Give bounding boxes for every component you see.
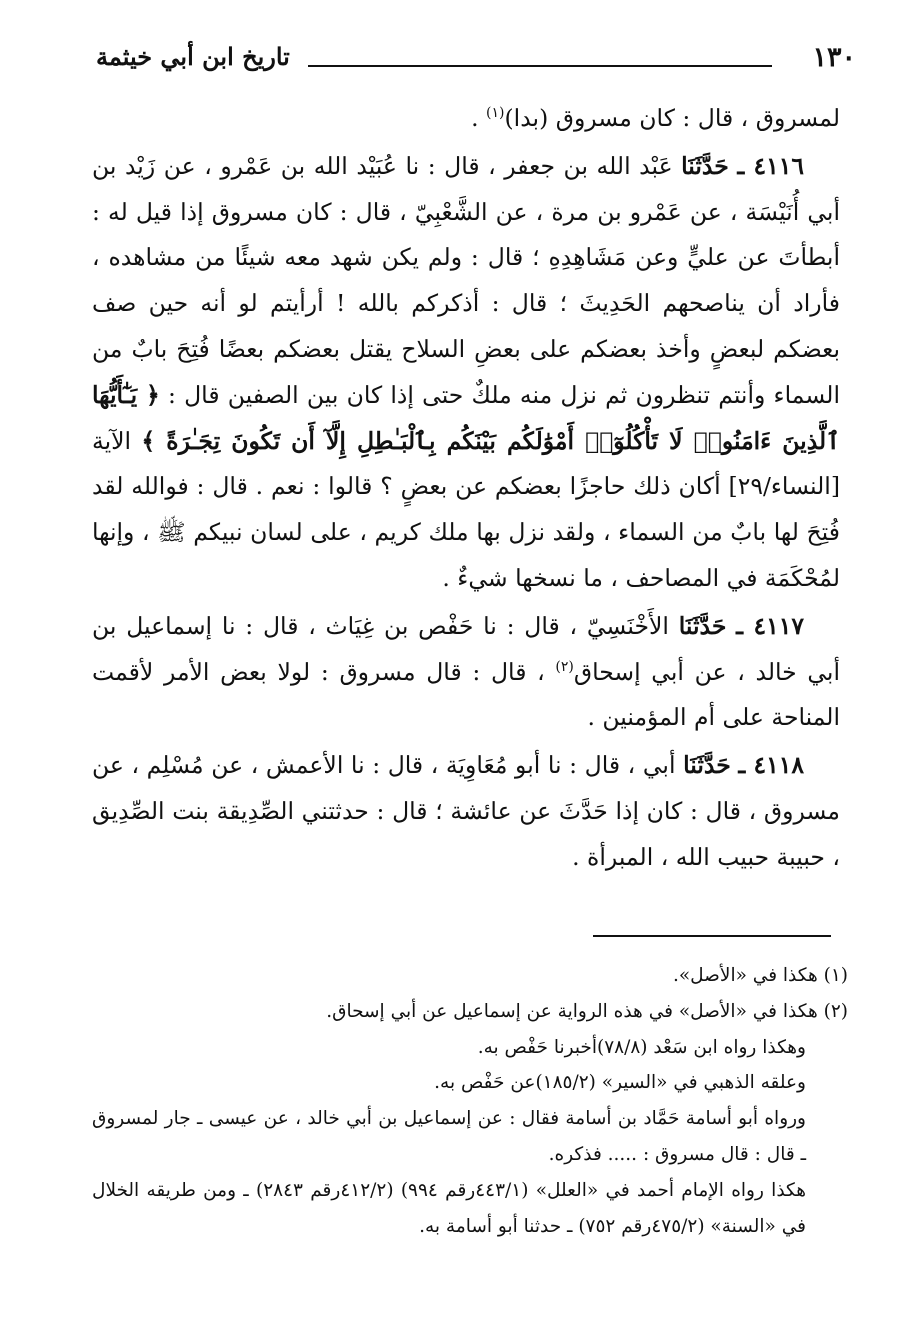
haddathana: حَدَّثَنَا [678, 611, 727, 640]
footnote-ref-1: (١) [486, 105, 505, 122]
footnote-1: (١) هكذا في «الأصل». [672, 965, 848, 986]
hadith-text: ، قال : قال مسروق : لولا بعض الأمر لأقمت المناحة على أم المؤمنين . [92, 657, 840, 732]
hadith-text: الأَخْنَسِيّ ، قال : نا حَفْص بن غِيَاث ، قال : نا إسماعيل بن أبي خالد ، عن أبي إسحاق [92, 611, 840, 686]
header-rule [308, 65, 772, 67]
footnotes [92, 958, 848, 1244]
hadith-number: ٤١١٨ ـ [738, 751, 804, 780]
continuation-text: لمسروق ، قال : كان مسروق (بدا) [504, 104, 840, 132]
hadith-text: أبي ، قال : نا أبو مُعَاوِيَة ، قال : نا الأعمش ، عن مُسْلِم ، عن مسروق ، قال : كان إذا حَدَّثَ عن عائشة ؛ قال : حدثتني الصِّدِيقة بنت الصِّدِيق ، حبيبة حبيب الله ، المبرأة . [92, 751, 840, 871]
hadith-number: ٤١١٦ ـ [737, 151, 804, 180]
continuation-line [92, 96, 840, 142]
footnote-2: (٢) هكذا في «الأصل» في هذه الرواية عن إسماعيل عن أبي إسحاق. [326, 1000, 848, 1022]
hadith-4118 [92, 743, 840, 880]
footnote-separator [593, 935, 831, 937]
running-title: تاريخ ابن أبي خيثمة [96, 42, 290, 71]
continuation-end: . [471, 104, 487, 132]
footnote-2-line: وعلقه الذهبي في «السير» (١٨٥/٢)عن حَفْص به. [434, 1072, 806, 1094]
quran-verse: ﴿ يَـٰٓأَيُّهَا ٱلَّذِينَ ءَامَنُوا۟ لَا تَأْكُلُوٓا۟ أَمْوَٰلَكُم بَيْنَكُم بِٱلْبَـٰطِلِ إِلَّآ أَن تَكُونَ تِجَـٰرَةً ﴾ [92, 380, 840, 455]
hadith-4116 [92, 144, 840, 602]
main-text [92, 96, 840, 883]
footnote-ref-2: (٢) [555, 658, 574, 675]
hadith-text: الآية [النساء/٢٩] أكان ذلك حاجزًا بعضكم عن بعضٍ ؟ قالوا : نعم . قال : فوالله لقد فُتِحَ لها بابٌ من السماء ، ولقد نزل بها ملك كريم ، على لسان نبيكم ﷺ ، وإنها لمُحْكَمَة في المصاحف ، ما نسخها شيءٌ . [92, 426, 840, 592]
hadith-number: ٤١١٧ ـ [736, 611, 804, 640]
hadith-text: عَبْد الله بن جعفر ، قال : نا عُبَيْد الله بن عَمْرو ، عن زَيْد بن أبي أُنَيْسَة ، عن عَمْرو بن مرة ، عن الشَّعْبِيّ ، قال : كان مسروق إذا قيل له : أبطأتَ عن عليٍّ وعن مَشَاهِدِهِ ؛ قال : ولم يكن شهد معه شيئًا من مشاهده ، فأراد أن يناصحهم الحَدِيثَ ؛ قال : أذكركم بالله ! أرأيتم لو أنه حين صف بعضكم لبعضٍ وأخذ بعضكم على بعضِ السلاح يقتل بعضكم بعضًا فُتِحَ بابٌ من السماء وأنتم تنظرون ثم نزل منه ملكٌ حتى إذا كان بين الصفين قال : [92, 151, 840, 409]
footnote-2-line: وهكذا رواه ابن سَعْد (٧٨/٨)أخبرنا حَفْص به. [477, 1036, 806, 1058]
haddathana: حَدَّثَنَا [683, 751, 731, 780]
footnote-2-line: هكذا رواه الإمام أحمد في «العلل» (٤٤٣/١رقم ٩٩٤) (٤١٢/٢رقم ٢٨٤٣) ـ ومن طريقه الخلال في «السنة» (٤٧٥/٢رقم ٧٥٢) ـ حدثنا أبو أسامة به. [92, 1179, 806, 1237]
footnote-2-line: ورواه أبو أسامة حَمَّاد بن أسامة فقال : عن إسماعيل بن أبي خالد ، عن عيسى ـ جار لمسروق ـ قال : قال مسروق : ..... فذكره. [92, 1108, 806, 1165]
page-number: ١٣٠ [812, 42, 856, 73]
hadith-4117 [92, 604, 840, 741]
haddathana: حَدَّثَنَا [681, 151, 729, 180]
page-header [96, 38, 856, 78]
